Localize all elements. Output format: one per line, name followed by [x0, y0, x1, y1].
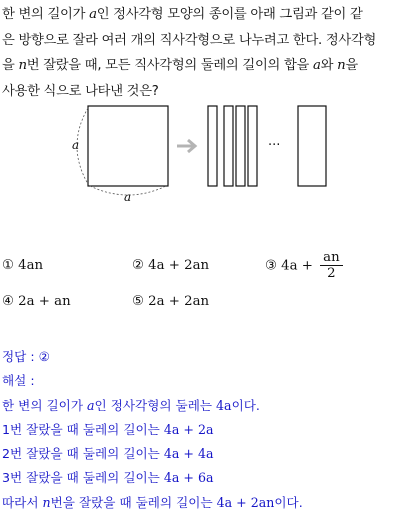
solution-line-2: 1번 잘랐을 때 둘레의 길이는 4a + 2a	[2, 421, 214, 437]
choice-4[interactable]: ④ 2a + an	[2, 294, 71, 309]
side-label-bottom: a	[124, 190, 132, 204]
question-line-2: 은 방향으로 잘라 여러 개의 직사각형으로 나누려고 한다. 정사각형	[2, 32, 377, 48]
question-text	[2, 2, 398, 104]
solution	[2, 345, 398, 515]
solution-line-5: 따라서 n번을 잘랐을 때 둘레의 길이는 4a + 2an이다.	[2, 494, 303, 510]
right-arrow-icon	[177, 140, 195, 152]
solution-line-1: 한 변의 길이가 a인 정사각형의 둘레는 4a이다.	[2, 397, 260, 413]
answer-label: 정답 : ②	[2, 349, 50, 364]
strip-last	[298, 106, 326, 186]
choice-3[interactable]: ③ 4a + $\frac{an}{2}$	[265, 250, 343, 281]
square-paper	[88, 106, 168, 186]
strip-2	[224, 106, 233, 186]
choice-5[interactable]: ⑤ 2a + 2an	[132, 294, 210, 309]
explain-label: 해설 :	[2, 373, 35, 389]
question-line-3: 을 n번 잘랐을 때, 모든 직사각형의 둘레의 길이의 합을 a와 n을	[2, 58, 358, 74]
strip-3	[236, 106, 245, 186]
answer-choices	[0, 250, 400, 330]
strip-4	[248, 106, 257, 186]
strip-1	[208, 106, 217, 186]
solution-line-4: 3번 잘랐을 때 둘레의 길이는 4a + 6a	[2, 470, 214, 486]
side-label-left: a	[72, 138, 80, 152]
choice-2[interactable]: ② 4a + 2an	[132, 258, 210, 273]
cutting-diagram	[0, 96, 400, 226]
question-line-4: 사용한 식으로 나타낸 것은?	[2, 83, 159, 99]
solution-line-3: 2번 잘랐을 때 둘레의 길이는 4a + 4a	[2, 446, 214, 462]
question-line-1: 한 변의 길이가 a인 정사각형 모양의 종이를 아래 그림과 같이 같	[2, 7, 363, 22]
choice-1[interactable]: ① 4an	[2, 258, 44, 273]
ellipsis: ···	[268, 138, 281, 153]
fraction: $\frac{an}{2}$	[320, 250, 343, 281]
